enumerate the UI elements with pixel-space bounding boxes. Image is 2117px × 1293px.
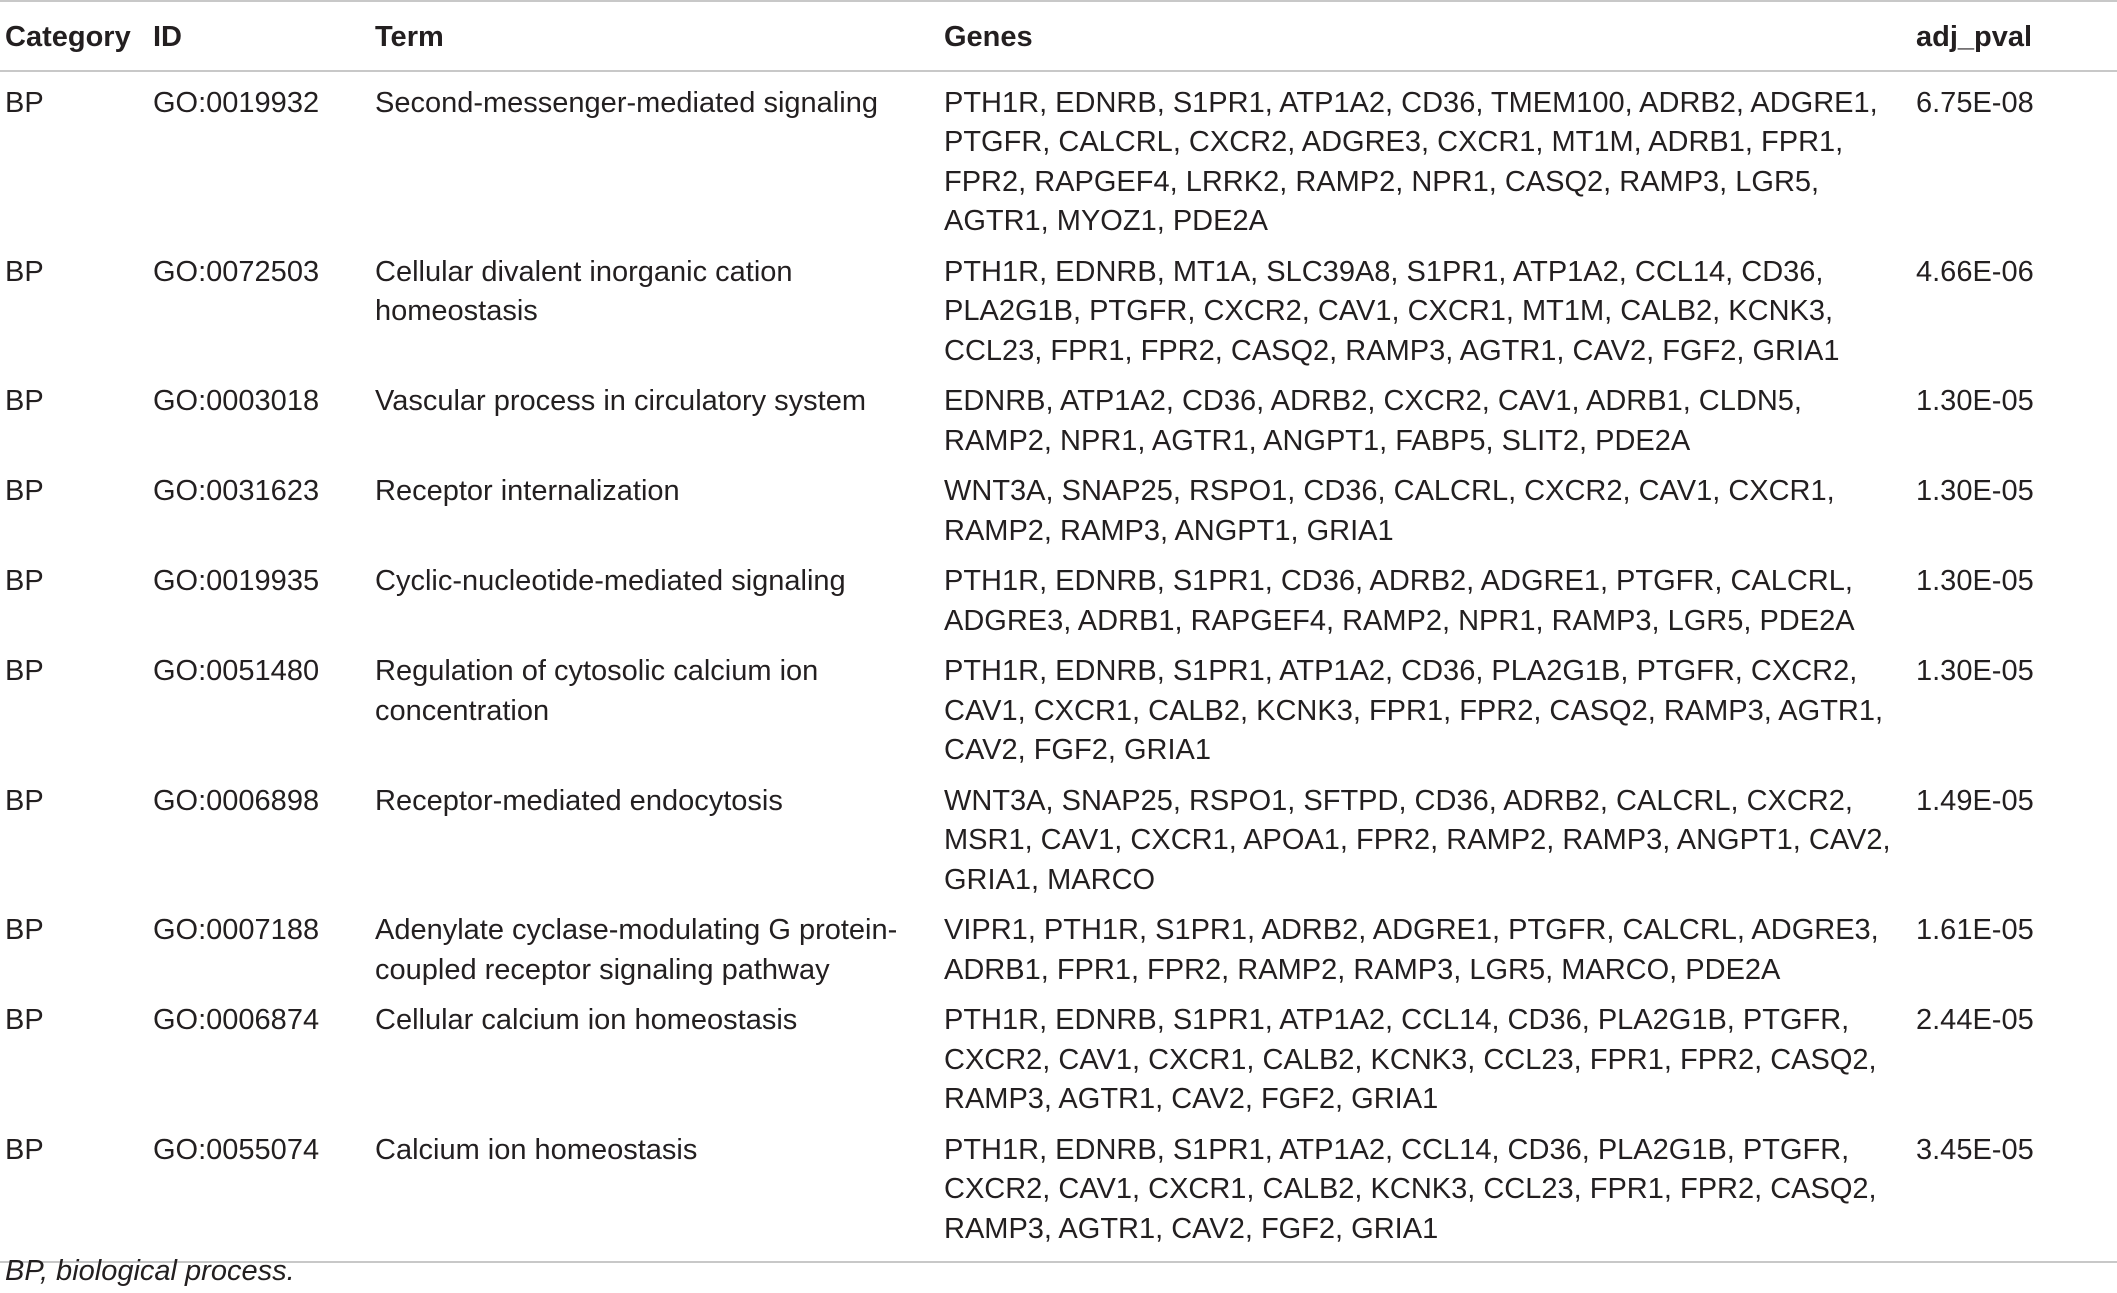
cell-term: Cellular calcium ion homeostasis <box>375 1004 798 1036</box>
cell-id: GO:0006874 <box>153 1004 320 1036</box>
table-header <box>0 1 2117 71</box>
cell-term: Cellular divalent inorganic cation homeostasis <box>375 255 793 327</box>
table-row <box>0 646 2117 776</box>
header-id: ID <box>153 1 375 71</box>
cell-genes: PTH1R, EDNRB, MT1A, SLC39A8, S1PR1, ATP1A2, CCL14, CD36, PLA2G1B, PTGFR, CXCR2, CAV1, CXCR1, MT1M, CALB2, KCNK3, CCL23, FPR1, FPR2, CASQ2, RAMP3, AGTR1, CAV2, FGF2, GRIA1 <box>944 255 1840 367</box>
cell-id: GO:0019932 <box>153 86 320 119</box>
cell-id: GO:0003018 <box>153 385 320 417</box>
cell-adj-pval: 1.30E-05 <box>1916 475 2034 507</box>
header-category: Category <box>0 1 153 71</box>
cell-adj-pval: 4.66E-06 <box>1916 255 2034 288</box>
cell-id: GO:0072503 <box>153 255 320 288</box>
cell-adj-pval: 1.30E-05 <box>1916 385 2034 417</box>
cell-genes: EDNRB, ATP1A2, CD36, ADRB2, CXCR2, CAV1, ADRB1, CLDN5, RAMP2, NPR1, AGTR1, ANGPT1, FABP5, SLIT2, PDE2A <box>944 385 1802 457</box>
cell-id: GO:0031623 <box>153 475 320 507</box>
cell-id: GO:0051480 <box>153 655 320 687</box>
cell-genes: PTH1R, EDNRB, S1PR1, CD36, ADRB2, ADGRE1, PTGFR, CALCRL, ADGRE3, ADRB1, RAPGEF4, RAMP2, NPR1, RAMP3, LGR5, PDE2A <box>944 565 1855 637</box>
table-row <box>0 905 2117 995</box>
table-row <box>0 247 2117 377</box>
cell-category: BP <box>5 385 44 417</box>
header-genes: Genes <box>944 1 1916 71</box>
cell-adj-pval: 3.45E-05 <box>1916 1125 2117 1263</box>
table-footnote: BP, biological process. <box>5 1255 295 1287</box>
table-row <box>0 376 2117 466</box>
table-row <box>0 556 2117 646</box>
cell-genes: VIPR1, PTH1R, S1PR1, ADRB2, ADGRE1, PTGFR, CALCRL, ADGRE3, ADRB1, FPR1, FPR2, RAMP2, RAMP3, LGR5, MARCO, PDE2A <box>944 914 1879 986</box>
header-adj-pval: adj_pval <box>1916 1 2117 71</box>
cell-category: BP <box>5 1004 44 1036</box>
table-row <box>0 1125 2117 1263</box>
cell-genes: PTH1R, EDNRB, S1PR1, ATP1A2, CCL14, CD36, PLA2G1B, PTGFR, CXCR2, CAV1, CXCR1, CALB2, KCNK3, CCL23, FPR1, FPR2, CASQ2, RAMP3, AGTR1, CAV2, FGF2, GRIA1 <box>944 1125 1916 1263</box>
cell-category: BP <box>5 475 44 507</box>
cell-category: BP <box>5 655 44 687</box>
cell-adj-pval: 6.75E-08 <box>1916 86 2034 119</box>
cell-genes: WNT3A, SNAP25, RSPO1, SFTPD, CD36, ADRB2, CALCRL, CXCR2, MSR1, CAV1, CXCR1, APOA1, FPR2, RAMP2, RAMP3, ANGPT1, CAV2, GRIA1, MARCO <box>944 784 1891 896</box>
cell-term: Second-messenger-mediated signaling <box>375 86 878 119</box>
table-row <box>0 466 2117 556</box>
table-row <box>0 776 2117 906</box>
cell-adj-pval: 1.30E-05 <box>1916 565 2034 597</box>
cell-id: GO:0006898 <box>153 784 320 817</box>
cell-category: BP <box>5 784 44 817</box>
cell-id: GO:0055074 <box>153 1125 375 1263</box>
cell-term: Calcium ion homeostasis <box>375 1125 944 1263</box>
cell-genes: PTH1R, EDNRB, S1PR1, ATP1A2, CD36, TMEM100, ADRB2, ADGRE1, PTGFR, CALCRL, CXCR2, ADGRE3, CXCR1, MT1M, ADRB1, FPR1, FPR2, RAPGEF4, LRRK2, RAMP2, NPR1, CASQ2, RAMP3, LGR5, AGTR1, MYOZ1, PDE2A <box>944 86 1878 237</box>
cell-adj-pval: 2.44E-05 <box>1916 1004 2034 1036</box>
cell-genes: PTH1R, EDNRB, S1PR1, ATP1A2, CCL14, CD36, PLA2G1B, PTGFR, CXCR2, CAV1, CXCR1, CALB2, KCNK3, CCL23, FPR1, FPR2, CASQ2, RAMP3, AGTR1, CAV2, FGF2, GRIA1 <box>944 1004 1877 1115</box>
header-row <box>0 1 2117 71</box>
header-term: Term <box>375 1 944 71</box>
table-body <box>0 71 2117 1263</box>
cell-id: GO:0007188 <box>153 914 320 946</box>
cell-term: Vascular process in circulatory system <box>375 385 867 417</box>
cell-adj-pval: 1.30E-05 <box>1916 655 2034 687</box>
cell-genes: PTH1R, EDNRB, S1PR1, ATP1A2, CD36, PLA2G1B, PTGFR, CXCR2, CAV1, CXCR1, CALB2, KCNK3, FPR1, FPR2, CASQ2, RAMP3, AGTR1, CAV2, FGF2, GRIA1 <box>944 655 1884 766</box>
cell-term: Regulation of cytosolic calcium ion concentration <box>375 655 819 727</box>
cell-category: BP <box>5 255 44 288</box>
cell-category: BP <box>5 914 44 946</box>
cell-term: Adenylate cyclase-modulating G protein-coupled receptor signaling pathway <box>375 914 898 986</box>
cell-category: BP <box>5 86 44 119</box>
cell-adj-pval: 1.61E-05 <box>1916 914 2034 946</box>
cell-category: BP <box>5 565 44 597</box>
cell-genes: WNT3A, SNAP25, RSPO1, CD36, CALCRL, CXCR2, CAV1, CXCR1, RAMP2, RAMP3, ANGPT1, GRIA1 <box>944 475 1835 547</box>
table-row <box>0 995 2117 1125</box>
cell-term: Receptor-mediated endocytosis <box>375 784 783 817</box>
cell-term: Cyclic-nucleotide-mediated signaling <box>375 565 846 597</box>
cell-category: BP <box>0 1125 153 1263</box>
cell-id: GO:0019935 <box>153 565 320 597</box>
table-row <box>0 71 2117 247</box>
cell-adj-pval: 1.49E-05 <box>1916 784 2034 817</box>
cell-term: Receptor internalization <box>375 475 680 507</box>
